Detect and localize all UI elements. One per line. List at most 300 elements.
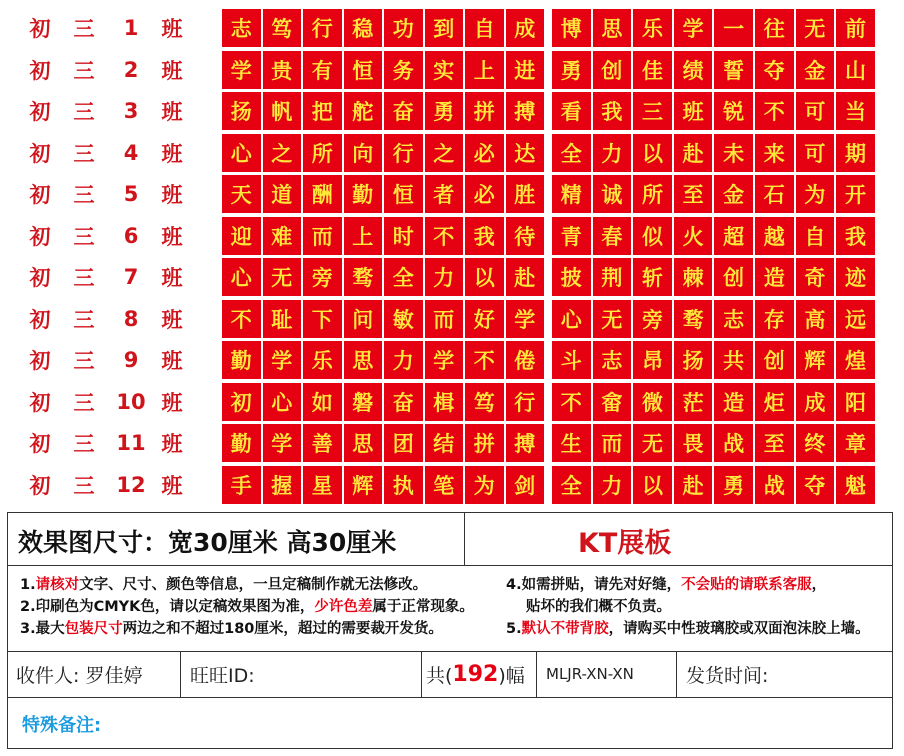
slogan-tile: 手 [222,466,261,504]
slogan-tile: 火 [674,217,713,255]
class-row [0,383,904,421]
slogan-tile: 思 [593,9,632,47]
slogan-tile: 共 [714,341,753,379]
slogan-tile: 开 [836,175,875,213]
slogan-tile: 我 [465,217,504,255]
slogan-tile: 达 [506,134,545,172]
slogan-tile: 可 [796,92,835,130]
class-label-part: 11 [116,431,146,455]
class-label [22,258,200,296]
slogan-tile: 不 [425,217,464,255]
slogan-tile: 笃 [465,383,504,421]
slogan-group [552,9,875,47]
slogan-tile: 锐 [714,92,753,130]
slogan-group [552,51,875,89]
slogan-tile: 到 [425,9,464,47]
slogan-tile: 金 [714,175,753,213]
class-label-part: 三 [73,100,95,124]
slogan-group [552,175,875,213]
class-label-part: 班 [161,307,183,332]
slogan-tile: 荆 [593,258,632,296]
slogan-group [552,258,875,296]
slogan-tile: 至 [755,424,794,462]
note-3: 3.最大包装尺寸两边之和不超过180厘米，超过的需要裁开发货。 [20,621,443,637]
slogan-group [552,300,875,338]
slogan-group [384,134,544,172]
slogan-tile: 无 [796,9,835,47]
slogan-tile: 高 [796,300,835,338]
slogan-tile: 创 [714,258,753,296]
slogan-tile: 贵 [263,51,302,89]
count-value: 192 [452,661,499,687]
slogan-tile: 赴 [674,466,713,504]
class-label-part: 班 [161,100,183,124]
slogan-tile: 志 [714,300,753,338]
slogan-group [384,258,544,296]
class-label-part: 6 [123,223,139,248]
slogan-tile: 我 [836,217,875,255]
slogan-tile: 茫 [674,383,713,421]
slogan-tile: 而 [303,217,342,255]
slogan-tile: 笔 [425,466,464,504]
class-label-part: 初 [29,307,51,332]
slogan-tile: 之 [425,134,464,172]
slogan-tile: 楫 [425,383,464,421]
class-label-part: 班 [161,266,183,290]
class-label-part: 三 [73,307,95,332]
slogan-tile: 可 [796,134,835,172]
slogan-group [384,341,544,379]
slogan-tile: 下 [303,300,342,338]
slogan-tile: 倦 [506,341,545,379]
class-label-part: 初 [29,17,51,41]
slogan-tile: 拼 [465,424,504,462]
class-label-part: 8 [123,306,139,331]
slogan-tile: 精 [552,175,591,213]
class-label-part: 初 [29,349,51,373]
slogan-tile: 迎 [222,217,261,255]
class-label [22,217,200,255]
slogan-tile: 三 [633,92,672,130]
class-label-part: 初 [29,100,51,124]
slogan-tile: 行 [384,134,423,172]
class-label-part: 3 [123,99,139,123]
slogan-tile: 博 [552,9,591,47]
class-row [0,51,904,89]
slogan-tile: 无 [593,300,632,338]
slogan-group [222,9,382,47]
slogan-tile: 创 [755,341,794,379]
slogan-tile: 勇 [714,466,753,504]
class-label [22,51,200,89]
slogan-tile: 上 [344,217,383,255]
slogan-tile: 勤 [222,424,261,462]
slogan-tile: 初 [222,383,261,421]
slogan-tile: 以 [633,466,672,504]
slogan-tile: 诚 [593,175,632,213]
slogan-group [222,383,382,421]
slogan-tile: 春 [593,217,632,255]
note-2: 2.印刷色为CMYK色，请以定稿效果图为准，少许色差属于正常现象。 [20,599,474,615]
class-row [0,92,904,130]
slogan-tile: 自 [796,217,835,255]
slogan-tile: 微 [633,383,672,421]
slogan-group [384,424,544,462]
divider [676,651,677,697]
class-label-part: 初 [29,390,51,415]
class-label-part: 初 [29,183,51,207]
slogan-tile: 当 [836,92,875,130]
slogan-tile: 搏 [506,92,545,130]
slogan-tile: 石 [755,175,794,213]
slogan-tile: 道 [263,175,302,213]
slogan-tile: 扬 [674,341,713,379]
slogan-tile: 以 [633,134,672,172]
slogan-group [222,134,382,172]
slogan-tile: 旁 [633,300,672,338]
slogan-tile: 必 [465,175,504,213]
class-label-part: 三 [73,58,95,83]
slogan-tile: 赴 [506,258,545,296]
class-label [22,92,200,130]
slogan-tile: 扬 [222,92,261,130]
slogan-tile: 必 [465,134,504,172]
slogan-group [552,134,875,172]
slogan-tile: 昂 [633,341,672,379]
slogan-tile: 赴 [674,134,713,172]
slogan-tile: 战 [714,424,753,462]
slogan-tile: 棘 [674,258,713,296]
slogan-group [384,92,544,130]
note-5: 5.默认不带背胶，请购买中性玻璃胶或双面泡沫胶上墙。 [506,621,870,637]
slogan-tile: 志 [222,9,261,47]
slogan-tile: 往 [755,9,794,47]
slogan-tile: 力 [425,258,464,296]
class-label [22,383,200,421]
slogan-tile: 以 [465,258,504,296]
slogan-group [552,217,875,255]
slogan-tile: 造 [714,383,753,421]
class-row [0,466,904,504]
class-label [22,341,200,379]
slogan-tile: 班 [674,92,713,130]
slogan-tile: 绩 [674,51,713,89]
slogan-tile: 不 [552,383,591,421]
receiver-field: 收件人: 罗佳婷 [16,664,143,687]
slogan-tile: 旁 [303,258,342,296]
class-row [0,134,904,172]
class-row [0,258,904,296]
special-notes-label: 特殊备注: [22,715,102,736]
slogan-tile: 恒 [344,51,383,89]
class-label-part: 5 [123,182,139,206]
slogan-tile: 不 [465,341,504,379]
count-suffix: )幅 [498,664,525,687]
slogan-tile: 酬 [303,175,342,213]
slogan-tile: 勤 [344,175,383,213]
slogan-tile: 稳 [344,9,383,47]
slogan-tile: 畏 [674,424,713,462]
slogan-tile: 誓 [714,51,753,89]
slogan-tile: 一 [714,9,753,47]
slogan-tile: 煌 [836,341,875,379]
slogan-tile: 拼 [465,92,504,130]
slogan-tile: 乐 [633,9,672,47]
slogan-tile: 时 [384,217,423,255]
slogan-tile: 青 [552,217,591,255]
slogan-tile: 恒 [384,175,423,213]
class-label-part: 三 [73,390,95,415]
slogan-group [384,466,544,504]
order-info-panel [7,512,893,749]
slogan-group [552,92,875,130]
slogan-group [384,383,544,421]
slogan-tile: 战 [755,466,794,504]
slogan-tile: 披 [552,258,591,296]
slogan-tile: 学 [222,51,261,89]
class-label-part: 三 [73,183,95,207]
class-label-part: 班 [161,390,183,415]
slogan-group [222,92,382,130]
slogan-group [552,383,875,421]
slogan-group [384,51,544,89]
slogan-tile: 骛 [674,300,713,338]
slogan-tile: 奇 [796,258,835,296]
slogan-group [552,466,875,504]
slogan-tile: 为 [796,175,835,213]
notes-left [20,574,474,640]
slogan-group [222,217,382,255]
slogan-tile: 好 [465,300,504,338]
slogan-group [222,341,382,379]
size-label: 效果图尺寸：宽30厘米 高30厘米 [18,528,397,557]
slogan-tile: 未 [714,134,753,172]
slogan-group [552,341,875,379]
slogan-tile: 超 [714,217,753,255]
slogan-tile: 山 [836,51,875,89]
class-label-part: 初 [29,224,51,249]
slogan-tile: 夺 [755,51,794,89]
class-label-part: 初 [29,58,51,83]
slogan-tile: 而 [593,424,632,462]
slogan-group [222,300,382,338]
slogan-tile: 辉 [796,341,835,379]
class-label-part: 三 [73,266,95,290]
slogan-tile: 务 [384,51,423,89]
slogan-group [384,217,544,255]
slogan-tile: 有 [303,51,342,89]
slogan-tile: 远 [836,300,875,338]
note-4: 4.如需拼贴，请先对好缝，不会贴的请联系客服， [506,577,827,593]
wangwang-id-field: 旺旺ID: [190,664,255,687]
class-label-part: 1 [123,16,139,40]
slogan-tile: 志 [593,341,632,379]
divider [8,565,892,566]
slogan-group [384,300,544,338]
slogan-tile: 帆 [263,92,302,130]
slogan-tile: 成 [506,9,545,47]
class-label-part: 9 [123,348,139,372]
note-1: 1.请核对文字、尺寸、颜色等信息，一旦定稿制作就无法修改。 [20,577,428,593]
slogan-tile: 迹 [836,258,875,296]
slogan-tile: 存 [755,300,794,338]
slogan-tile: 金 [796,51,835,89]
slogan-tile: 搏 [506,424,545,462]
slogan-tile: 学 [506,300,545,338]
class-label [22,9,200,47]
slogan-tile: 辉 [344,466,383,504]
slogan-tile: 全 [552,134,591,172]
slogan-group [222,175,382,213]
slogan-tile: 来 [755,134,794,172]
slogan-tile: 期 [836,134,875,172]
class-row [0,341,904,379]
slogan-tile: 向 [344,134,383,172]
class-label [22,300,200,338]
slogan-tile: 结 [425,424,464,462]
class-label-part: 三 [73,224,95,249]
slogan-tile: 进 [506,51,545,89]
slogan-group [384,9,544,47]
slogan-tile: 为 [465,466,504,504]
slogan-tile: 我 [593,92,632,130]
class-label-part: 班 [161,141,183,166]
class-label-part: 初 [29,432,51,456]
slogan-tile: 无 [263,258,302,296]
slogan-tile: 握 [263,466,302,504]
slogan-group [222,51,382,89]
count-field [426,651,525,697]
slogan-tile: 不 [222,300,261,338]
class-label-part: 初 [29,141,51,166]
class-label-part: 班 [161,224,183,249]
class-label-part: 三 [73,473,95,498]
class-label-part: 2 [123,57,139,82]
slogan-tile: 看 [552,92,591,130]
slogan-tile: 敏 [384,300,423,338]
slogan-tile: 者 [425,175,464,213]
slogan-tile: 炬 [755,383,794,421]
class-label-part: 4 [123,140,139,165]
class-label [22,134,200,172]
slogan-tile: 难 [263,217,302,255]
slogan-tile: 学 [425,341,464,379]
material-label: KT展板 [578,528,672,559]
slogan-tile: 舵 [344,92,383,130]
class-label [22,175,200,213]
slogan-tile: 勇 [552,51,591,89]
slogan-tile: 阳 [836,383,875,421]
slogan-group [222,424,382,462]
slogan-tile: 力 [384,341,423,379]
slogan-tile: 功 [384,9,423,47]
class-label-part: 三 [73,141,95,166]
slogan-tile: 心 [222,134,261,172]
slogan-tile: 不 [755,92,794,130]
class-label-part: 班 [161,349,183,373]
slogan-tile: 全 [552,466,591,504]
class-label-part: 班 [161,17,183,41]
class-label-part: 10 [116,389,146,414]
class-label-part: 班 [161,432,183,456]
divider [8,697,892,698]
slogan-tile: 勇 [425,92,464,130]
slogan-tile: 造 [755,258,794,296]
slogan-tile: 自 [465,9,504,47]
class-label [22,466,200,504]
slogan-tile: 思 [344,341,383,379]
class-label-part: 初 [29,473,51,498]
slogan-tile: 如 [303,383,342,421]
slogan-tile: 斩 [633,258,672,296]
ship-time-field: 发货时间: [686,664,769,687]
slogan-tile: 天 [222,175,261,213]
slogan-tile: 乐 [303,341,342,379]
slogan-tile: 星 [303,466,342,504]
class-label-part: 三 [73,17,95,41]
slogan-tile: 团 [384,424,423,462]
slogan-tile: 学 [263,341,302,379]
slogan-tile: 骛 [344,258,383,296]
slogan-tile: 善 [303,424,342,462]
class-label-part: 7 [123,265,139,289]
class-label-part: 班 [161,473,183,498]
slogan-tile: 耻 [263,300,302,338]
class-row [0,217,904,255]
slogan-tile: 行 [506,383,545,421]
slogan-tile: 终 [796,424,835,462]
class-label-part: 12 [116,472,146,497]
slogan-tile: 全 [384,258,423,296]
slogan-tile: 奋 [384,92,423,130]
slogan-tile: 至 [674,175,713,213]
slogan-tile: 生 [552,424,591,462]
divider [464,513,465,565]
slogan-tile: 魁 [836,466,875,504]
slogan-tile: 剑 [506,466,545,504]
slogan-tile: 勤 [222,341,261,379]
slogan-tile: 学 [263,424,302,462]
class-label-part: 班 [161,58,183,83]
code-field: MLJR-XN-XN [546,665,634,683]
note-4-cont: 贴坏的我们概不负责。 [526,599,671,615]
divider [180,651,181,697]
slogan-group [384,175,544,213]
slogan-tile: 越 [755,217,794,255]
slogan-tile: 问 [344,300,383,338]
slogan-tile: 似 [633,217,672,255]
slogan-tile: 所 [303,134,342,172]
slogan-tile: 无 [633,424,672,462]
class-label [22,424,200,462]
class-row [0,300,904,338]
slogan-tile: 待 [506,217,545,255]
slogan-tile: 学 [674,9,713,47]
class-row [0,424,904,462]
divider [421,651,422,697]
slogan-group [222,258,382,296]
slogan-tile: 上 [465,51,504,89]
slogan-tile: 胜 [506,175,545,213]
count-prefix: 共( [426,664,453,687]
slogan-tile: 创 [593,51,632,89]
slogan-tile: 之 [263,134,302,172]
slogan-tile: 奋 [384,383,423,421]
slogan-tile: 实 [425,51,464,89]
class-row [0,175,904,213]
slogan-tile: 夺 [796,466,835,504]
slogan-tile: 行 [303,9,342,47]
